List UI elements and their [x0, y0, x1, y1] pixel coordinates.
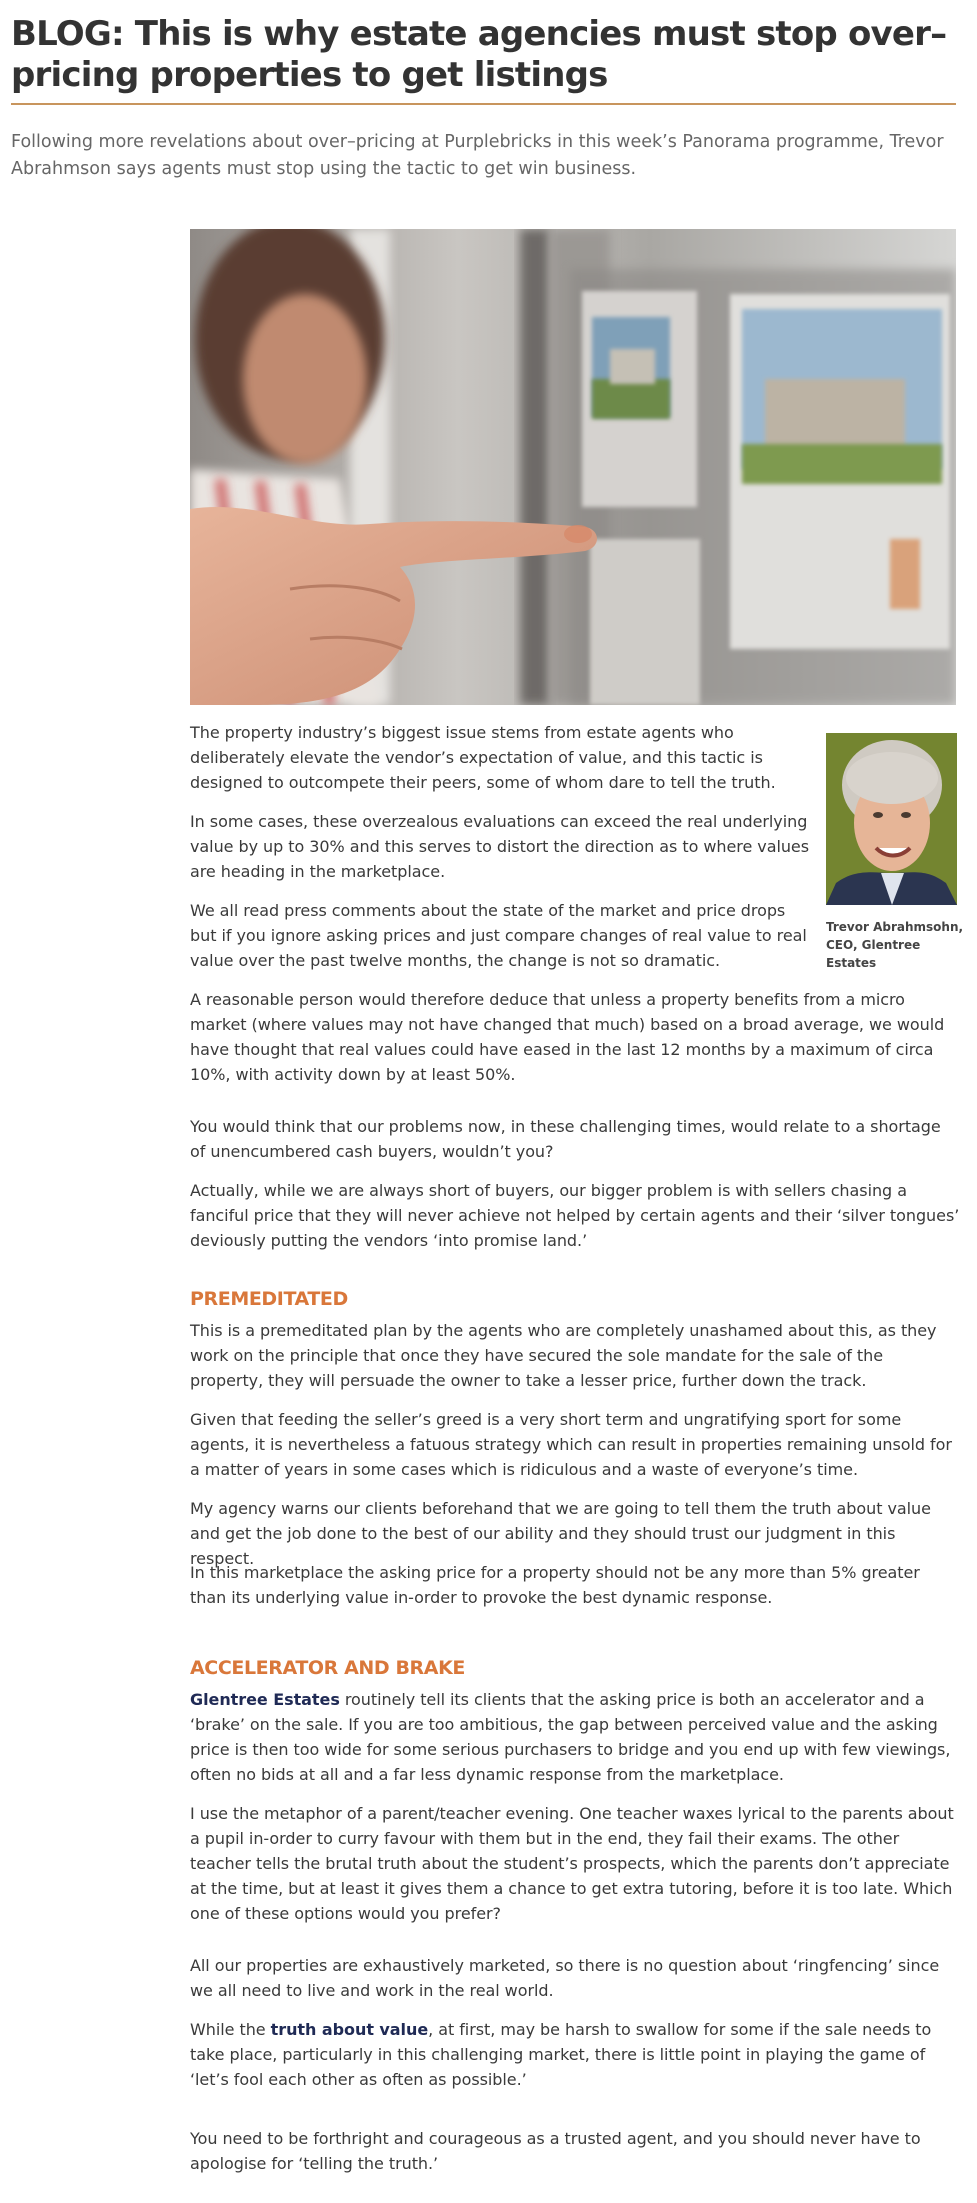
- article-standfirst: Following more revelations about over–pricing at Purplebricks in this week’s Panorama programme, Trevor Abrahmson says agents must stop using the tactic to get win business.: [11, 132, 944, 179]
- paragraph: In this marketplace the asking price for a property should not be any more than 5% greater than its underlying value in-order to provoke the best dynamic response.: [190, 1563, 920, 1607]
- truth-about-value-link[interactable]: truth about value: [270, 2020, 429, 2039]
- portrait-caption: Trevor Abrahmsohn, CEO, Glentree Estates: [826, 920, 964, 970]
- article-title: BLOG: This is why estate agencies must stop over–pricing properties to get listings: [11, 14, 947, 95]
- paragraph: [190, 1687, 960, 1787]
- paragraph: My agency warns our clients beforehand that we are going to tell them the truth about value and get the job done to the best of our ability and they should trust our judgment in this respect.: [190, 1499, 931, 1568]
- paragraph: Given that feeding the seller’s greed is a very short term and ungratifying sport for some agents, it is nevertheless a fatuous strategy which can result in properties remaining unsold for a matter of years in some cases which is ridiculous and a waste of everyone’s time.: [190, 1410, 952, 1479]
- paragraph: I use the metaphor of a parent/teacher evening. One teacher waxes lyrical to the parents about a pupil in-order to curry favour with them but in the end, they fail their exams. The other teacher tells the brutal truth about the student’s prospects, which the parents don’t appreciate at the time, but at least it gives them a chance to get extra tutoring, before it is too late. Which one of these options would you prefer?: [190, 1804, 954, 1923]
- author-portrait: [826, 733, 957, 905]
- paragraph-text: While the: [190, 2020, 271, 2039]
- paragraph: Actually, while we are always short of buyers, our bigger problem is with sellers chasing a fanciful price that they will never achieve not helped by certain agents and their ‘silver tongues’ deviously putting the vendors ‘into promise land.’: [190, 1181, 960, 1250]
- paragraph: All our properties are exhaustively marketed, so there is no question about ‘ringfencing’ since we all need to live and work in the real world.: [190, 1956, 940, 2000]
- paragraph: You need to be forthright and courageous as a trusted agent, and you should never have to apologise for ‘telling the truth.’: [190, 2129, 921, 2173]
- title-divider: [11, 103, 956, 105]
- section-heading: PREMEDITATED: [190, 1288, 348, 1310]
- paragraph: This is a premeditated plan by the agents who are completely unashamed about this, as they work on the principle that once they have secured the sole mandate for the sale of the property, they will persuade the owner to take a lesser price, further down the track.: [190, 1321, 937, 1390]
- paragraph-text: , at first, may be harsh to swallow for some if the sale needs to take place, particularly in this challenging market, there is little point in playing the game of ‘let’s fool each other as often as possible.’: [190, 2020, 932, 2089]
- paragraph: [190, 2017, 960, 2092]
- paragraph: We all read press comments about the state of the market and price drops but if you ignore asking prices and just compare changes of real value to real value over the past twelve months, the change is not so dramatic.: [190, 901, 807, 970]
- section-heading: ACCELERATOR AND BRAKE: [190, 1657, 465, 1679]
- paragraph: You would think that our problems now, in these challenging times, would relate to a shortage of unencumbered cash buyers, wouldn’t you?: [190, 1117, 941, 1161]
- paragraph: A reasonable person would therefore deduce that unless a property benefits from a micro market (where values may not have changed that much) based on a broad average, we would have thought that real values could have eased in the last 12 months by a maximum of circa 10%, with activity down by at least 50%.: [190, 990, 945, 1084]
- paragraph: The property industry’s biggest issue stems from estate agents who deliberately elevate the vendor’s expectation of value, and this tactic is designed to outcompete their peers, some of whom dare to tell the truth.: [190, 723, 776, 792]
- paragraph: In some cases, these overzealous evaluations can exceed the real underlying value by up to 30% and this serves to distort the direction as to where values are heading in the marketplace.: [190, 812, 810, 881]
- paragraph-text: routinely tell its clients that the asking price is both an accelerator and a ‘brake’ on the sale. If you are too ambitious, the gap between perceived value and the asking price is then too wide for some serious purchasers to bridge and you end up with few viewings, often no bids at all and a far less dynamic response from the marketplace.: [190, 1690, 951, 1784]
- glentree-estates-link[interactable]: Glentree Estates: [190, 1690, 340, 1709]
- hero-image: [190, 229, 956, 705]
